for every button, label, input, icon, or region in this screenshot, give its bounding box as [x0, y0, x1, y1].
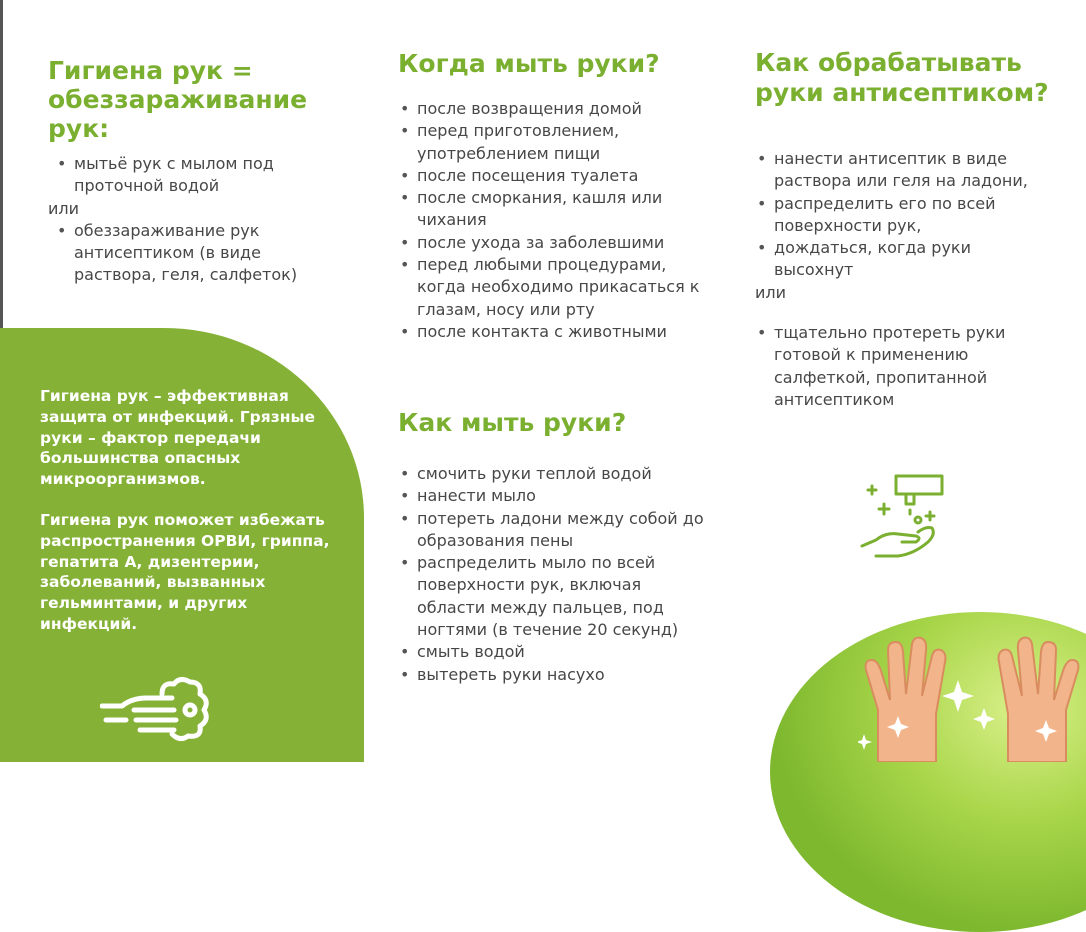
antiseptic-title: Как обрабатывать руки антисептиком?	[755, 48, 1049, 107]
antiseptic-list-alt	[755, 322, 1055, 411]
list-item: • вытереть руки насухо	[398, 664, 708, 686]
antiseptic-section	[755, 48, 1055, 411]
list-item: • перед любыми процедурами, когда необходимо прикасаться к глазам, носу или рту	[398, 254, 708, 321]
promo-paragraph: Гигиена рук – эффективная защита от инфекций. Грязные руки – фактор передачи большинства опасных микроорганизмов.	[40, 387, 315, 489]
how-section	[398, 407, 708, 686]
list-item: • после сморкания, кашля или чихания	[398, 187, 708, 232]
list-item: • распределить мыло по всей поверхности рук, включая области между пальцев, под ногтями (в течение 20 секунд)	[398, 552, 708, 641]
list-item: • перед приготовлением, употреблением пищи	[398, 120, 708, 165]
promo-paragraph: Гигиена рук поможет избежать распространения ОРВИ, гриппа, гепатита А, дизентерии, заболеваний, вызванных гельминтами, и других инфекций.	[40, 510, 330, 633]
list-item: • мытьё рук с мылом под проточной водой	[55, 153, 348, 198]
hand-sanitizer-dispenser-icon	[858, 470, 950, 562]
list-item: • дождаться, когда руки высохнут	[755, 237, 1055, 282]
list-item: • смочить руки теплой водой	[398, 463, 708, 485]
list-item: • нанести мыло	[398, 485, 708, 507]
list-item: • после возвращения домой	[398, 98, 708, 120]
list-item: • нанести антисептик в виде раствора или геля на ладони,	[755, 148, 1055, 193]
list-item: • тщательно протереть руки готовой к применению салфеткой, пропитанной антисептиком	[755, 322, 1055, 411]
hygiene-list	[55, 153, 348, 198]
when-list	[398, 98, 708, 343]
how-list	[398, 463, 708, 686]
list-item: • после ухода за заболевшими	[398, 232, 708, 254]
when-section	[398, 48, 708, 343]
antiseptic-list	[755, 148, 1055, 282]
hygiene-title: Гигиена рук = обеззараживание рук:	[48, 56, 308, 143]
list-item: • распределить его по всей поверхности рук,	[755, 193, 1055, 238]
when-title: Когда мыть руки?	[398, 49, 660, 78]
clean-hands-sparkle-icon	[858, 630, 1086, 762]
list-item: • после контакта с животными	[398, 321, 708, 343]
how-title: Как мыть руки?	[398, 408, 627, 437]
promo-text	[40, 386, 340, 635]
hygiene-section	[48, 56, 348, 287]
hand-wash-foam-icon	[100, 676, 212, 742]
list-item: • обеззараживание рук антисептиком (в виде раствора, геля, салфеток)	[55, 220, 348, 287]
list-item: • смыть водой	[398, 641, 708, 663]
or-label: или	[755, 282, 787, 302]
list-item: • после посещения туалета	[398, 165, 708, 187]
or-label: или	[48, 198, 80, 218]
list-item: • потереть ладони между собой до образования пены	[398, 508, 708, 553]
hygiene-list-alt	[55, 220, 348, 287]
